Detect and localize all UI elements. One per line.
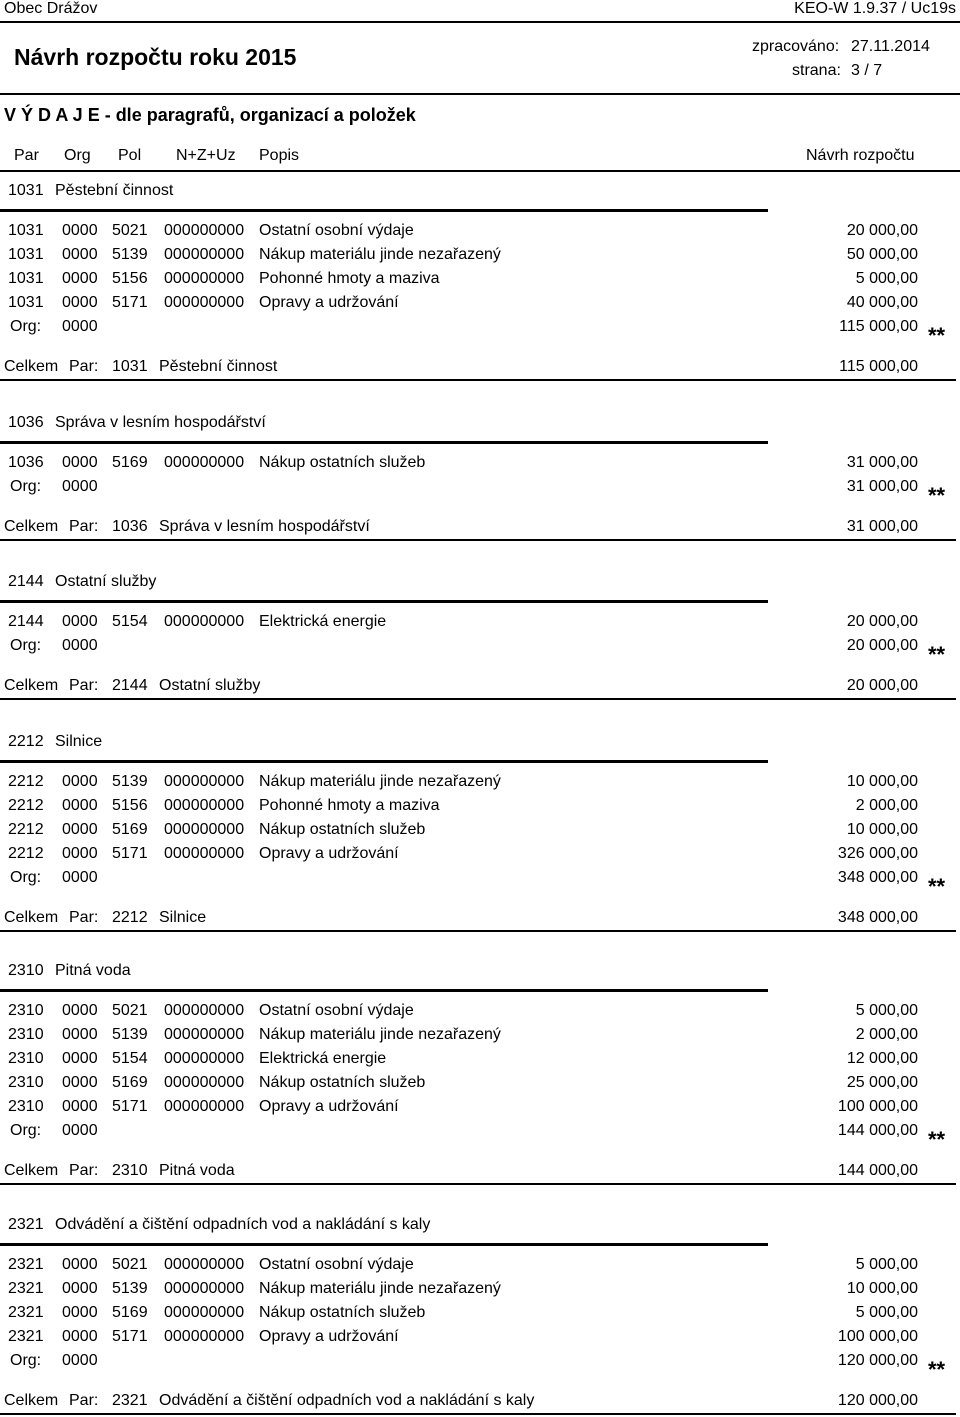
cell-popis: Nákup materiálu jinde nezařazený <box>259 1280 501 1297</box>
total-par-name: Ostatní služby <box>159 677 261 694</box>
total-label: Celkem <box>4 518 59 535</box>
cell-org: 0000 <box>62 1304 98 1321</box>
cell-amount: 10 000,00 <box>846 773 918 790</box>
cell-popis: Ostatní osobní výdaje <box>259 1256 414 1273</box>
cell-amount: 5 000,00 <box>855 1256 918 1273</box>
total-rule <box>0 539 956 541</box>
cell-pol: 5139 <box>112 1280 148 1297</box>
cell-pol: 5169 <box>112 821 148 838</box>
section-par-name: Odvádění a čištění odpadních vod a nakládání s kaly <box>55 1216 431 1233</box>
section-heading-rule <box>0 441 768 444</box>
column-header-rule <box>0 170 960 172</box>
total-par-label: Par: <box>69 1162 99 1179</box>
cell-org: 0000 <box>62 270 98 287</box>
section-par-name: Silnice <box>55 733 103 750</box>
subtotal-marker: ** <box>928 642 946 667</box>
cell-popis: Opravy a udržování <box>259 845 399 862</box>
total-par-label: Par: <box>69 518 99 535</box>
cell-pol: 5171 <box>112 294 148 311</box>
org-label: Org: <box>10 1122 42 1139</box>
cell-pol: 5156 <box>112 270 148 287</box>
section-par-code: 2321 <box>8 1216 44 1233</box>
column-popis: Popis <box>259 147 300 164</box>
cell-org: 0000 <box>62 613 98 630</box>
cell-pol: 5169 <box>112 1304 148 1321</box>
section-par-name: Správa v lesním hospodářství <box>55 414 266 431</box>
cell-par: 2310 <box>8 1098 44 1115</box>
page-title: Návrh rozpočtu roku 2015 <box>14 44 297 70</box>
cell-par: 2321 <box>8 1328 44 1345</box>
total-rule <box>0 1183 956 1185</box>
section-heading-rule <box>0 600 768 603</box>
total-rule <box>0 930 956 932</box>
cell-popis: Elektrická energie <box>259 613 387 630</box>
cell-nzu: 000000000 <box>164 294 245 311</box>
cell-popis: Pohonné hmoty a maziva <box>259 797 440 814</box>
total-par-label: Par: <box>69 677 99 694</box>
section-par-code: 2212 <box>8 733 44 750</box>
subtotal-marker: ** <box>928 874 946 899</box>
cell-par: 1031 <box>8 222 44 239</box>
cell-org: 0000 <box>62 797 98 814</box>
cell-amount: 5 000,00 <box>855 270 918 287</box>
subtotal-marker: ** <box>928 1357 946 1382</box>
cell-popis: Nákup ostatních služeb <box>259 454 426 471</box>
cell-pol: 5139 <box>112 246 148 263</box>
cell-amount: 100 000,00 <box>837 1328 918 1345</box>
cell-amount: 10 000,00 <box>846 1280 918 1297</box>
total-label: Celkem <box>4 1392 59 1409</box>
org-label: Org: <box>10 637 42 654</box>
cell-org: 0000 <box>62 294 98 311</box>
column-amount: Návrh rozpočtu <box>806 147 915 164</box>
subtotal-marker: ** <box>928 1127 946 1152</box>
total-par-code: 1031 <box>112 358 148 375</box>
org-label: Org: <box>10 318 42 335</box>
section-par-name: Pěstební činnost <box>55 182 174 199</box>
paragraph-total-amount: 144 000,00 <box>837 1162 918 1179</box>
paragraph-total-amount: 20 000,00 <box>846 677 918 694</box>
total-par-code: 2321 <box>112 1392 148 1409</box>
org-subtotal-amount: 120 000,00 <box>837 1352 918 1369</box>
cell-pol: 5154 <box>112 613 148 630</box>
section-par-name: Pitná voda <box>55 962 131 979</box>
org-label: Org: <box>10 1352 42 1369</box>
org-code: 0000 <box>62 1352 98 1369</box>
cell-nzu: 000000000 <box>164 773 245 790</box>
cell-popis: Opravy a udržování <box>259 1328 399 1345</box>
page-number: 3 / 7 <box>851 62 883 79</box>
section-par-name: Ostatní služby <box>55 573 157 590</box>
section-heading-rule <box>0 209 768 212</box>
cell-nzu: 000000000 <box>164 797 245 814</box>
cell-par: 2212 <box>8 797 44 814</box>
cell-pol: 5171 <box>112 845 148 862</box>
column-org: Org <box>64 147 91 164</box>
cell-nzu: 000000000 <box>164 1098 245 1115</box>
cell-org: 0000 <box>62 1002 98 1019</box>
section-par-code: 2144 <box>8 573 44 590</box>
total-par-code: 2144 <box>112 677 148 694</box>
cell-pol: 5171 <box>112 1328 148 1345</box>
cell-amount: 2 000,00 <box>855 797 918 814</box>
total-label: Celkem <box>4 909 59 926</box>
paragraph-total-amount: 115 000,00 <box>839 358 918 375</box>
cell-amount: 5 000,00 <box>855 1304 918 1321</box>
column-nzu: N+Z+Uz <box>176 147 236 164</box>
org-subtotal-amount: 115 000,00 <box>839 318 918 335</box>
cell-par: 2212 <box>8 821 44 838</box>
cell-amount: 20 000,00 <box>846 222 918 239</box>
cell-pol: 5021 <box>112 222 148 239</box>
section-par-code: 1031 <box>8 182 44 199</box>
cell-nzu: 000000000 <box>164 1304 245 1321</box>
section-heading-rule <box>0 760 768 763</box>
cell-nzu: 000000000 <box>164 246 245 263</box>
cell-org: 0000 <box>62 246 98 263</box>
section-par-code: 1036 <box>8 414 44 431</box>
app-version: KEO-W 1.9.37 / Uc19s <box>794 0 956 17</box>
total-rule <box>0 1413 956 1415</box>
cell-nzu: 000000000 <box>164 821 245 838</box>
section-heading-rule <box>0 989 768 992</box>
cell-par: 2310 <box>8 1002 44 1019</box>
total-par-label: Par: <box>69 909 99 926</box>
section-par-code: 2310 <box>8 962 44 979</box>
org-code: 0000 <box>62 1122 98 1139</box>
cell-popis: Nákup ostatních služeb <box>259 821 426 838</box>
cell-org: 0000 <box>62 773 98 790</box>
org-label: Org: <box>10 869 42 886</box>
total-par-code: 1036 <box>112 518 148 535</box>
cell-org: 0000 <box>62 1280 98 1297</box>
total-label: Celkem <box>4 1162 59 1179</box>
cell-amount: 31 000,00 <box>846 454 918 471</box>
total-par-label: Par: <box>69 1392 99 1409</box>
cell-nzu: 000000000 <box>164 1256 245 1273</box>
cell-par: 1031 <box>8 270 44 287</box>
cell-par: 2321 <box>8 1304 44 1321</box>
total-par-code: 2212 <box>112 909 148 926</box>
cell-par: 1031 <box>8 246 44 263</box>
cell-par: 2144 <box>8 613 44 630</box>
cell-nzu: 000000000 <box>164 454 245 471</box>
cell-par: 1036 <box>8 454 44 471</box>
total-label: Celkem <box>4 358 59 375</box>
report-subtitle: V Ý D A J E - dle paragrafů, organizací a položek <box>4 105 416 125</box>
org-subtotal-amount: 348 000,00 <box>837 869 918 886</box>
cell-org: 0000 <box>62 1098 98 1115</box>
org-subtotal-amount: 144 000,00 <box>837 1122 918 1139</box>
paragraph-total-amount: 120 000,00 <box>837 1392 918 1409</box>
cell-popis: Elektrická energie <box>259 1050 387 1067</box>
cell-amount: 100 000,00 <box>837 1098 918 1115</box>
cell-popis: Nákup ostatních služeb <box>259 1304 426 1321</box>
cell-popis: Pohonné hmoty a maziva <box>259 270 440 287</box>
cell-popis: Nákup materiálu jinde nezařazený <box>259 773 501 790</box>
section-heading-rule <box>0 1243 768 1246</box>
cell-pol: 5139 <box>112 773 148 790</box>
organization-name: Obec Drážov <box>4 0 98 17</box>
cell-pol: 5154 <box>112 1050 148 1067</box>
cell-popis: Nákup ostatních služeb <box>259 1074 426 1091</box>
total-rule <box>0 379 956 381</box>
org-subtotal-amount: 31 000,00 <box>846 478 918 495</box>
cell-par: 2310 <box>8 1074 44 1091</box>
column-par: Par <box>14 147 39 164</box>
cell-nzu: 000000000 <box>164 845 245 862</box>
cell-popis: Nákup materiálu jinde nezařazený <box>259 1026 501 1043</box>
cell-nzu: 000000000 <box>164 613 245 630</box>
cell-pol: 5169 <box>112 1074 148 1091</box>
cell-popis: Nákup materiálu jinde nezařazený <box>259 246 501 263</box>
cell-amount: 2 000,00 <box>855 1026 918 1043</box>
total-par-name: Správa v lesním hospodářství <box>159 518 370 535</box>
total-par-code: 2310 <box>112 1162 148 1179</box>
cell-par: 2310 <box>8 1050 44 1067</box>
cell-popis: Ostatní osobní výdaje <box>259 222 414 239</box>
org-code: 0000 <box>62 318 98 335</box>
cell-par: 1031 <box>8 294 44 311</box>
cell-par: 2310 <box>8 1026 44 1043</box>
cell-par: 2212 <box>8 845 44 862</box>
cell-pol: 5156 <box>112 797 148 814</box>
paragraph-total-amount: 348 000,00 <box>837 909 918 926</box>
cell-pol: 5021 <box>112 1256 148 1273</box>
total-par-name: Silnice <box>159 909 207 926</box>
cell-org: 0000 <box>62 454 98 471</box>
cell-pol: 5169 <box>112 454 148 471</box>
cell-org: 0000 <box>62 1256 98 1273</box>
cell-nzu: 000000000 <box>164 1026 245 1043</box>
cell-popis: Opravy a udržování <box>259 294 399 311</box>
total-label: Celkem <box>4 677 59 694</box>
org-code: 0000 <box>62 869 98 886</box>
cell-amount: 40 000,00 <box>846 294 918 311</box>
total-par-label: Par: <box>69 358 99 375</box>
total-par-name: Odvádění a čištění odpadních vod a nakládání s kaly <box>159 1392 535 1409</box>
cell-org: 0000 <box>62 222 98 239</box>
org-label: Org: <box>10 478 42 495</box>
cell-org: 0000 <box>62 1050 98 1067</box>
subtotal-marker: ** <box>928 323 946 348</box>
cell-nzu: 000000000 <box>164 222 245 239</box>
cell-org: 0000 <box>62 1074 98 1091</box>
processed-label: zpracováno: <box>752 38 840 55</box>
total-rule <box>0 698 956 700</box>
cell-org: 0000 <box>62 1026 98 1043</box>
column-pol: Pol <box>118 147 142 164</box>
cell-par: 2212 <box>8 773 44 790</box>
cell-amount: 10 000,00 <box>846 821 918 838</box>
cell-amount: 326 000,00 <box>837 845 918 862</box>
subtotal-marker: ** <box>928 483 946 508</box>
cell-nzu: 000000000 <box>164 1002 245 1019</box>
org-code: 0000 <box>62 637 98 654</box>
header-top-rule <box>0 21 960 23</box>
cell-nzu: 000000000 <box>164 270 245 287</box>
total-par-name: Pitná voda <box>159 1162 235 1179</box>
cell-amount: 50 000,00 <box>846 246 918 263</box>
cell-amount: 12 000,00 <box>846 1050 918 1067</box>
page-label: strana: <box>792 62 841 79</box>
total-par-name: Pěstební činnost <box>159 358 278 375</box>
cell-org: 0000 <box>62 845 98 862</box>
cell-nzu: 000000000 <box>164 1074 245 1091</box>
cell-par: 2321 <box>8 1280 44 1297</box>
cell-nzu: 000000000 <box>164 1280 245 1297</box>
org-subtotal-amount: 20 000,00 <box>846 637 918 654</box>
org-code: 0000 <box>62 478 98 495</box>
cell-org: 0000 <box>62 821 98 838</box>
cell-nzu: 000000000 <box>164 1328 245 1345</box>
cell-pol: 5171 <box>112 1098 148 1115</box>
cell-pol: 5021 <box>112 1002 148 1019</box>
paragraph-total-amount: 31 000,00 <box>846 518 918 535</box>
cell-org: 0000 <box>62 1328 98 1345</box>
cell-nzu: 000000000 <box>164 1050 245 1067</box>
cell-amount: 25 000,00 <box>846 1074 918 1091</box>
processed-date: 27.11.2014 <box>851 38 930 55</box>
cell-popis: Ostatní osobní výdaje <box>259 1002 414 1019</box>
cell-popis: Opravy a udržování <box>259 1098 399 1115</box>
cell-par: 2321 <box>8 1256 44 1273</box>
cell-pol: 5139 <box>112 1026 148 1043</box>
header-bottom-rule <box>0 93 960 95</box>
cell-amount: 5 000,00 <box>855 1002 918 1019</box>
cell-amount: 20 000,00 <box>846 613 918 630</box>
